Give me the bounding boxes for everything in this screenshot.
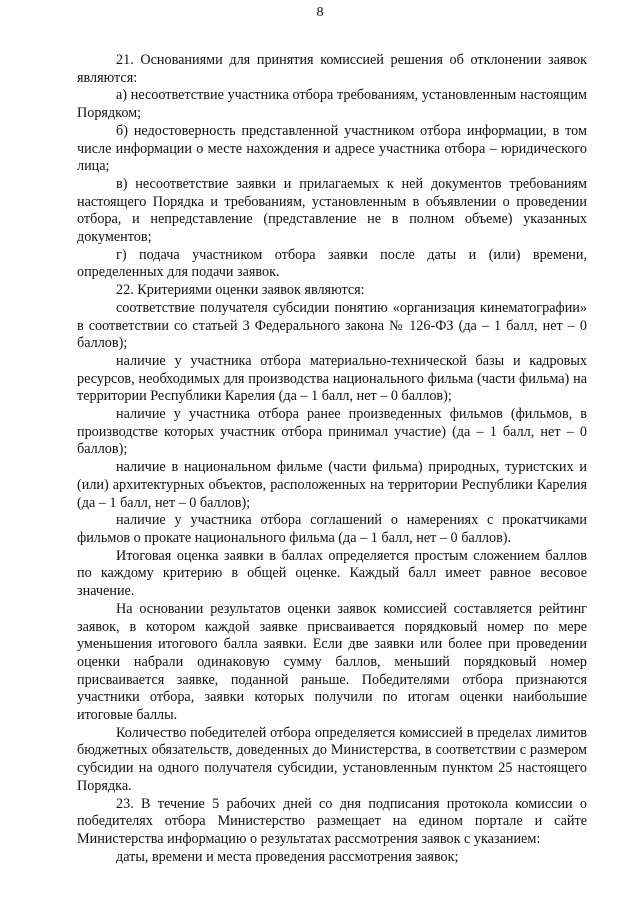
paragraph-21-v: в) несоответствие заявки и прилагаемых к ней документов требованиям настоящего Порядка и требованиям, установленным в объявлении о проведении отбора, и непредставление (представление не в полном объеме) указанных документов; [77, 175, 587, 246]
paragraph-21-a: а) несоответствие участника отбора требованиям, установленным настоящим Порядком; [77, 87, 587, 122]
paragraph-21-b: б) недостоверность представленной участником отбора информации, в том числе информации о месте нахождения и адресе участника отбора – юридического лица; [77, 122, 587, 175]
paragraph-21-intro: 21. Основаниями для принятия комиссией решения об отклонении заявок являются: [77, 52, 587, 86]
page-number: 8 [316, 5, 324, 20]
paragraph-total-score: Итоговая оценка заявки в баллах определяется простым сложением баллов по каждому критерию в общей оценке. Каждый балл имеет равное весовое значение. [77, 547, 587, 600]
paragraph-21-g: г) подача участником отбора заявки после даты и (или) времени, определенных для подачи заявок. [77, 246, 587, 281]
criterion-resources: наличие у участника отбора материально-технической базы и кадровых ресурсов, необходимых для производства национального фильма (части фильма) на территории Республики Карелия (да – 1 балл, нет – 0 баллов); [77, 352, 587, 405]
criterion-previous-films: наличие у участника отбора ранее произведенных фильмов (фильмов, в производстве которых участник отбора принимал участие) (да – 1 балл, нет – 0 баллов); [77, 406, 587, 458]
criterion-distribution: наличие у участника отбора соглашений о намерениях с прокатчиками фильмов о прокате национального фильма (да – 1 балл, нет – 0 баллов). [77, 512, 587, 546]
criterion-organization: соответствие получателя субсидии понятию «организация кинематографии» в соответствии со статьей 3 Федерального закона № 126-ФЗ (да – 1 балл, нет – 0 баллов); [77, 299, 587, 352]
paragraph-rating: На основании результатов оценки заявок комиссией составляется рейтинг заявок, в котором каждой заявке присваивается порядковый номер по мере уменьшения итогового балла заявки. Если две заявки или более при проведении оценки набрали одинаковую сумму баллов, меньший порядковый номер присваивается заявке, поданной раньше. Победителями отбора признаются участники отбора, заявки которых получили по итогам оценки наибольшие итоговые баллы. [77, 600, 587, 724]
document-body [77, 52, 587, 866]
paragraph-22-intro: 22. Критериями оценки заявок являются: [116, 282, 365, 299]
criterion-objects: наличие в национальном фильме (части фильма) природных, туристских и (или) архитектурных объектов, расположенных на территории Республики Карелия (да – 1 балл, нет – 0 баллов); [77, 459, 587, 511]
paragraph-23-intro: 23. В течение 5 рабочих дней со дня подписания протокола комиссии о победителях отбора Министерство размещает на едином портале и сайте Министерства информацию о результатах рассмотрения заявок с указанием: [77, 795, 587, 847]
paragraph-23-item-dates: даты, времени и места проведения рассмотрения заявок; [116, 848, 459, 865]
paragraph-winners-count: Количество победителей отбора определяется комиссией в пределах лимитов бюджетных обязательств, доведенных до Министерства, в соответствии с размером субсидии на одного получателя субсидии, установленным пунктом 25 настоящего Порядка. [77, 724, 587, 794]
